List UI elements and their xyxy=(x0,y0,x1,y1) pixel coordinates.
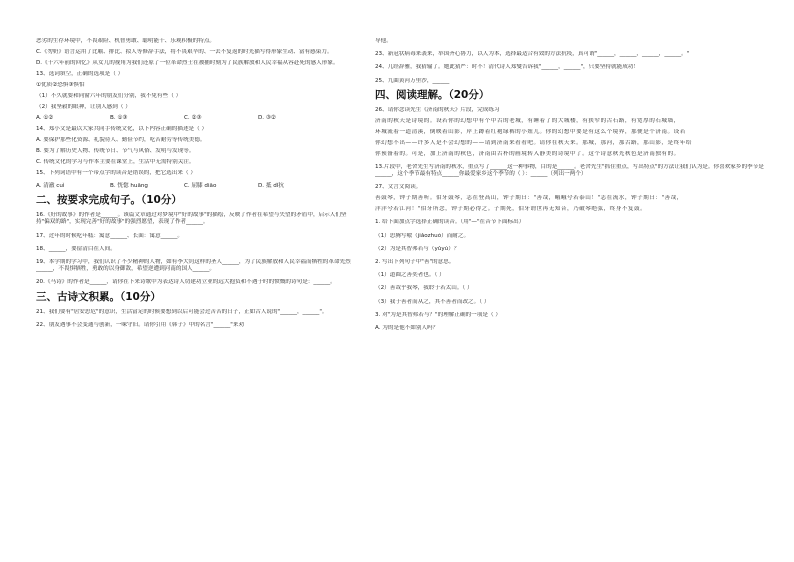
left-column xyxy=(36,38,358,329)
classical-text-line: 洋洋兮若江河！"伯牙所念，钟子期必得之。子期死，伯牙谓世再无知音，乃破琴绝弦，终身不复鼓。 xyxy=(375,206,647,213)
sub-question: （1）思腾写嗷（jiǎozhuó）而耐之。 xyxy=(375,232,470,239)
question-25: 25、九曲黄河万里沙，______ xyxy=(375,77,450,84)
option-b: B. ①③ xyxy=(110,114,128,121)
question-26: 26、请你念读先生《济南的秋天》片段，完成练习 xyxy=(375,106,500,113)
text-line: B. 要为了解历史人物、传统节日、节气与风俗、发明与发现等。 xyxy=(36,147,195,154)
text-line: （1）不久就要和同窗六年的朋友们分别，我不免有些（ ） xyxy=(36,92,182,99)
sub-question: 1. 给下面加点字选择正确的读音。（用"—"在音节下面标出） xyxy=(375,219,525,226)
right-column xyxy=(375,38,765,332)
question-14: 14、郑小文是最以大家共同手传统文化，以下内容正确的描述是（ ） xyxy=(36,125,208,132)
option-c: C. ②③ xyxy=(184,114,202,121)
text-line: （2）我坚毅的眼神，让别人感到（ ） xyxy=(36,103,131,110)
text-line: A. 要保护那些化资源、礼貌待人、勤俭节约，吃苦耐劳等传统美德。 xyxy=(36,136,206,143)
q13-options xyxy=(36,115,358,122)
question-22: 22、朋友遇事不会变通与创新，一味守旧。请你引用《韩子》中的名言"______"来劝 xyxy=(36,321,245,328)
option-b: B. 恍惚 huāng xyxy=(110,183,148,190)
passage-line: 你预备着的。可是，加上济南的秋色，济南由古朴的画境转入静美的诗境中了。这个诗意秋光秋色是济南独有的。 xyxy=(375,150,680,157)
text-line: 导他。 xyxy=(375,38,392,44)
passage-line: 你幻想不出——许多人是不会幻想的——请到济南来看看吧。请你在秋天来。那城，那河，那古路，那山影，是终年给 xyxy=(375,139,692,146)
option-a: A. 清澈 cuì xyxy=(36,183,65,190)
question-13: 13、选词填空，正确的选项是（ ） xyxy=(36,70,124,77)
section-heading-4: 四、阅读理解。（20分） xyxy=(375,88,490,101)
question-20: 20.《马诗》的作者是______，请你在下来诗歌中为表达诗人切建功立业的远大抱负和不遇于时的愤慨的诗句是：______。 xyxy=(36,279,336,286)
option-a: A. ①② xyxy=(36,114,54,121)
passage-line: 环城流着一道清溪，倒映着山影，岸上蹲着红袍绿裤的小妞儿。你的幻想中要是有这么个境界，那便是个济南。设若 xyxy=(375,128,686,135)
option-d: D. 抵 dǐ抗 xyxy=(258,183,284,190)
sub-question: （1）道圆之善奕者也。（ ） xyxy=(375,272,445,279)
sub-question: （2）善哉乎我琴，我聆于若太山。（ ） xyxy=(375,285,473,292)
q15-options xyxy=(36,183,358,190)
text-line: 恶劣的生存环境中，不畏艰险、机智勇敢、聪明能干、乐观积极的特点。 xyxy=(36,38,216,44)
question-23: 23、新冠状病毒来袭来，举国齐心协力，以人为本，选择最适合有效的方法抗疫，真可谓"______，______，______，______。" xyxy=(375,51,690,58)
text-line: C.《勿奶》语言运用了比喻、排比、拟人等修辞手法，将不畏艰辛的、一去不复返的时光描写得形象生动、富有感染力。 xyxy=(36,48,333,55)
sub-question: 2. 写出下列句子中"善"的意思。 xyxy=(375,259,455,266)
sub-question: （2）为是其智弗若与（yǔyú）？ xyxy=(375,245,460,252)
question-18: 18、______，要留清白在人间。 xyxy=(36,245,116,252)
text-line: ①优质②恐惧③惧怕 xyxy=(36,81,85,88)
option-d: D. ③② xyxy=(258,114,276,121)
question-21: 21、我们要有"居安思危"的意识，生活富足的时候要想到以后可能会过苦苦的日子，正如古人说的"______，______"。 xyxy=(36,308,328,315)
text-line: D.《十六年前的回忆》从女儿的视角为我们还原了一位革命烈士在被捕时刻为了民族解放和人民幸福从容赴死的感人形象。 xyxy=(36,59,339,66)
text-line: C. 传统文化的学习与作本主要在课堂上，生活中无需特别关注。 xyxy=(36,158,195,165)
question-15: 15、下列词语中有一个带点字的读音是错误的，把它选出来（ ） xyxy=(36,169,196,176)
question-17: 17、过年的时候吃年糕：寓意______、长面：寓意______。 xyxy=(36,232,183,239)
section-heading-2: 二、按要求完成句子。（10分） xyxy=(36,194,182,207)
question-19: 19、本学期的学习中，我们认识了不少精神的人物，如有李大钊这样的圣人______，为了民族解放和人民幸福而牺牲的革命先烈______，不畏惧牺牲，勇敢的以身御敌，希望逆遭到河南的国人______。 xyxy=(36,259,351,273)
classical-text-line: 善鼓琴，钟子期善听。伯牙鼓琴，志在登高山，钟子期曰："善哉，峨峨兮若泰山！"志在流水，钟子期曰："善哉， xyxy=(375,195,683,202)
sub-question: 3. 对"为是其智弗若与？"的理解正确的一项是（ ） xyxy=(375,311,501,318)
sub-question: A. 为的是他不如别人吗？ xyxy=(375,324,439,331)
passage-line: 济南的秋天是诗境的。设若你的幻想中有个中古的老城，有睡着了的大城楼，有狭窄的古石路，有宽厚的石城墙， xyxy=(375,117,680,124)
question-26-13: 13.片段中，老舍先生写济南的秋水，重点写了______这一种事物，目的是______。老舍先生"抓住重点，写出特点"的方法让我们认为是。你喜欢家乡的季节是______，这个季节最有特点______你最爱家乡这个季节的（ ）：______（列出一两个） xyxy=(375,163,764,178)
question-24: 24、几经辞雅，我猜输了。她此猜严：时不！清代诗人郑燮告诉我"______，______"，只要坚持就能成功！ xyxy=(375,64,639,71)
question-16: 16.《好的故事》的作者是______。该篇文章通过对梦境中"好的故事"的描绘，反映了作者在希望与失望的矛盾中，启示人们坚持"偏双的路"，实现完善"好的故事"的强烈愿望，表现了作者______。 xyxy=(36,212,347,226)
option-c: C. 屈膝 diāo xyxy=(184,183,217,190)
sub-question: （3）我于善者而从之，其不善者而改之。（ ） xyxy=(375,298,490,305)
section-heading-3: 三、古诗文积累。（10分） xyxy=(36,290,161,303)
question-27: 27、文言文阅读。 xyxy=(375,184,422,191)
